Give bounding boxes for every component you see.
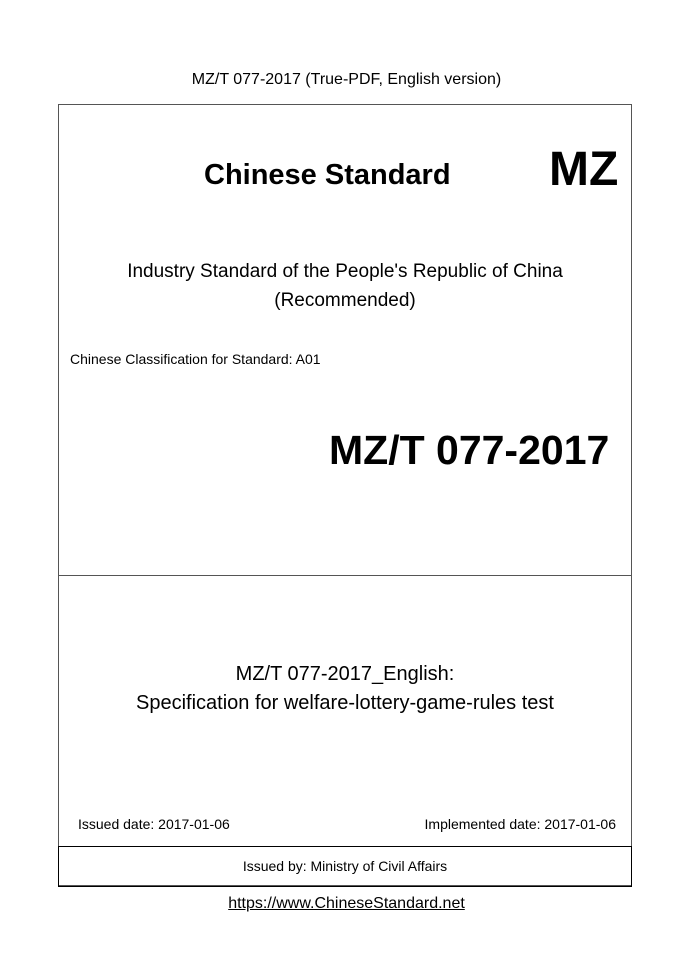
page-header: MZ/T 077-2017 (True-PDF, English version): [191, 71, 502, 88]
industry-standard-label: [59, 257, 631, 315]
standard-code-logo: MZ: [549, 143, 619, 196]
document-title: [59, 660, 631, 718]
standard-number: MZ/T 077-2017: [329, 427, 610, 473]
issued-by-label: Issued by: Ministry of Civil Affairs: [242, 858, 448, 874]
website-footer: [0, 894, 693, 914]
industry-line-2: (Recommended): [274, 290, 416, 311]
cover-upper-section: [59, 105, 631, 576]
implemented-date: Implemented date: 2017-01-06: [424, 816, 616, 832]
standard-title: Chinese Standard: [204, 159, 451, 191]
document-title-line-1: MZ/T 077-2017_English:: [235, 663, 455, 685]
industry-line-1: Industry Standard of the People's Republic of China: [127, 261, 563, 282]
classification-label: Chinese Classification for Standard: A01: [70, 351, 321, 367]
website-link[interactable]: https://www.ChineseStandard.net: [228, 895, 465, 912]
cover-frame: [58, 104, 632, 886]
document-title-line-2: Specification for welfare-lottery-game-rules test: [136, 692, 554, 714]
cover-lower-section: [59, 576, 631, 846]
issued-date: Issued date: 2017-01-06: [78, 816, 230, 832]
issuer-box: [58, 846, 632, 887]
